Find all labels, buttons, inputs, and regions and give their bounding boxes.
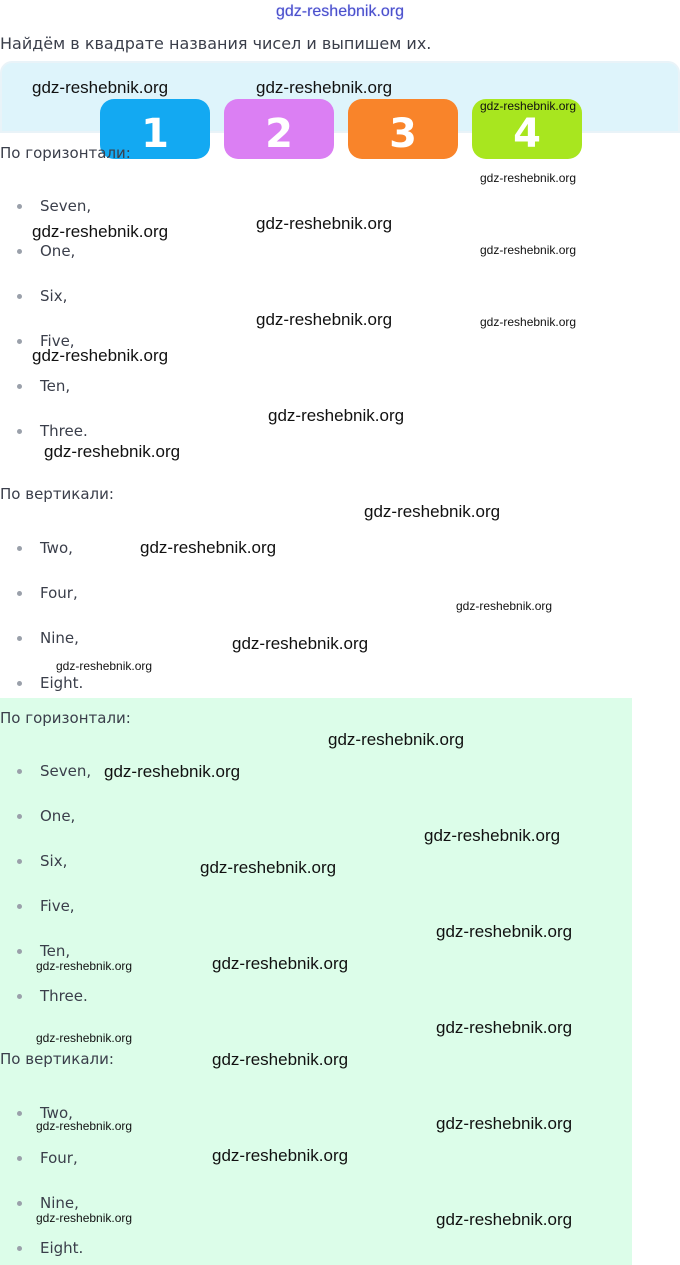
- list-item: Nine,: [0, 628, 200, 650]
- list-item: Three.: [0, 421, 200, 443]
- list-item: Four,: [0, 583, 200, 605]
- list-item: Two,: [0, 538, 200, 560]
- watermark: gdz-reshebnik.org: [436, 1210, 573, 1229]
- bullet-icon: [17, 384, 22, 389]
- watermark: gdz-reshebnik.org: [456, 599, 553, 613]
- watermark: gdz-reshebnik.org: [436, 1114, 573, 1133]
- list-item: Ten,: [0, 376, 200, 398]
- list-item: Seven,: [0, 196, 200, 218]
- watermark: gdz-reshebnik.org: [36, 1211, 133, 1225]
- watermark: gdz-reshebnik.org: [480, 171, 577, 185]
- bullet-icon: [17, 1201, 22, 1206]
- list-item: Nine,: [0, 1193, 200, 1215]
- bullet-icon: [17, 249, 22, 254]
- bullet-icon: [17, 204, 22, 209]
- list-item: Four,: [0, 1148, 200, 1170]
- list-item: Six,: [0, 286, 200, 308]
- bullet-icon: [17, 904, 22, 909]
- watermark: gdz-reshebnik.org: [44, 442, 181, 461]
- watermark: gdz-reshebnik.org: [212, 954, 349, 973]
- bullet-icon: [17, 769, 22, 774]
- watermark: gdz-reshebnik.org: [436, 922, 573, 941]
- watermark: gdz-reshebnik.org: [256, 214, 393, 233]
- list-item: Six,: [0, 851, 200, 873]
- watermark: gdz-reshebnik.org: [140, 538, 277, 557]
- list-item: Five,: [0, 896, 200, 918]
- list-item: One,: [0, 806, 200, 828]
- watermark: gdz-reshebnik.org: [56, 659, 153, 673]
- watermark: gdz-reshebnik.org: [480, 99, 577, 113]
- bullet-icon: [17, 546, 22, 551]
- watermark: gdz-reshebnik.org: [200, 858, 337, 877]
- watermark: gdz-reshebnik.org: [256, 78, 393, 97]
- watermark: gdz-reshebnik.org: [104, 762, 241, 781]
- watermark: gdz-reshebnik.org: [480, 243, 577, 257]
- watermark: gdz-reshebnik.org: [268, 406, 405, 425]
- tile-two: 2: [224, 99, 334, 159]
- bullet-icon: [17, 859, 22, 864]
- watermark: gdz-reshebnik.org: [36, 1031, 133, 1045]
- list-item: Three.: [0, 986, 200, 1008]
- watermark: gdz-reshebnik.org: [256, 310, 393, 329]
- watermark: gdz-reshebnik.org: [364, 502, 501, 521]
- list-item: Seven,: [0, 761, 200, 783]
- horizontal-heading: По горизонтали:: [0, 144, 131, 162]
- watermark: gdz-reshebnik.org: [212, 1050, 349, 1069]
- watermark: gdz-reshebnik.org: [32, 222, 169, 241]
- answer-horizontal-heading: По горизонтали:: [0, 709, 131, 727]
- watermark: gdz-reshebnik.org: [480, 315, 577, 329]
- bullet-icon: [17, 429, 22, 434]
- bullet-icon: [17, 1156, 22, 1161]
- bullet-icon: [17, 814, 22, 819]
- watermark: gdz-reshebnik.org: [32, 346, 169, 365]
- watermark: gdz-reshebnik.org: [436, 1018, 573, 1037]
- site-header-link[interactable]: gdz-reshebnik.org: [275, 3, 405, 20]
- bullet-icon: [17, 994, 22, 999]
- bullet-icon: [17, 294, 22, 299]
- vertical-heading: По вертикали:: [0, 485, 114, 503]
- list-item: Two,: [0, 1103, 200, 1125]
- watermark: gdz-reshebnik.org: [212, 1146, 349, 1165]
- task-text: Найдём в квадрате названия чисел и выпишем их.: [0, 34, 432, 53]
- list-item: Five,: [0, 331, 200, 353]
- watermark: gdz-reshebnik.org: [328, 730, 465, 749]
- list-item: One,: [0, 241, 200, 263]
- tile-three: 3: [348, 99, 458, 159]
- bullet-icon: [17, 636, 22, 641]
- watermark: gdz-reshebnik.org: [36, 959, 133, 973]
- answer-vertical-heading: По вертикали:: [0, 1050, 114, 1068]
- list-item: Eight.: [0, 673, 200, 695]
- bullet-icon: [17, 339, 22, 344]
- tile-four: 4: [472, 99, 582, 159]
- bullet-icon: [17, 681, 22, 686]
- watermark: gdz-reshebnik.org: [32, 78, 169, 97]
- watermark: gdz-reshebnik.org: [424, 826, 561, 845]
- list-item: Ten,: [0, 941, 200, 963]
- answer-section: [0, 698, 632, 1265]
- bullet-icon: [17, 591, 22, 596]
- watermark: gdz-reshebnik.org: [232, 634, 369, 653]
- bullet-icon: [17, 1111, 22, 1116]
- list-item: Eight.: [0, 1238, 200, 1260]
- tile-one: 1: [100, 99, 210, 159]
- watermark: gdz-reshebnik.org: [36, 1119, 133, 1133]
- bullet-icon: [17, 1246, 22, 1251]
- bullet-icon: [17, 949, 22, 954]
